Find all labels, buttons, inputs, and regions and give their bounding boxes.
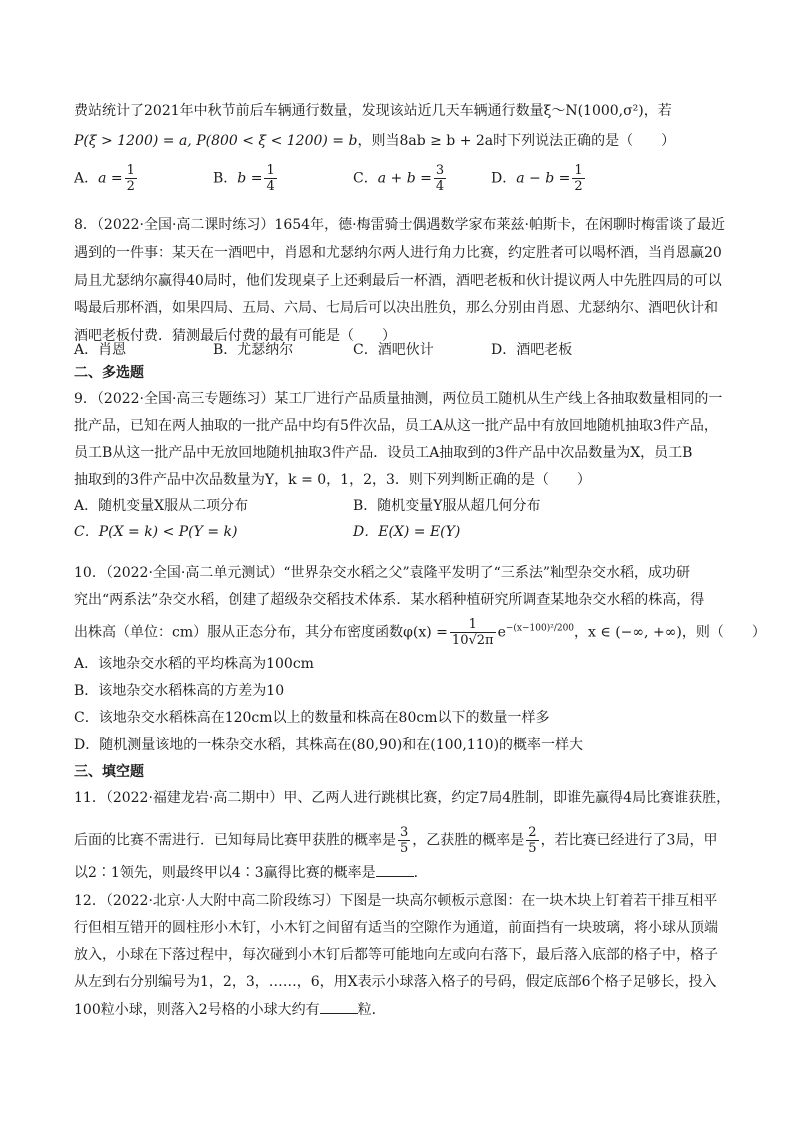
q12-line-5-text: 100粒小球，则落入2号格的小球大约有 xyxy=(74,1002,320,1018)
q11-prob-jia: $\frac{3}{5}$ xyxy=(400,825,409,856)
q10-line-3 xyxy=(74,617,766,648)
q9-line-1: 9．（2022·全国·高三专题练习）某工厂进行产品质量抽测，两位员工随机从生产线上各抽取数量相同的一 xyxy=(74,391,723,407)
q11-line-3 xyxy=(74,862,428,883)
q7-option-a-expr: a = xyxy=(98,170,123,187)
q8-line-2: 遇到的一件事：某天在一酒吧中，肖恩和尤瑟纳尔两人进行角力比赛，约定胜者可以喝杯酒，当肖恩赢20 xyxy=(74,245,722,261)
q7-option-c-fraction: $\frac{3}{4}$ xyxy=(435,163,445,194)
q10-density-prefix: 出株高（单位：cm）服从正态分布，其分布密度函数φ(x) = xyxy=(74,624,448,641)
q7-option-a[interactable] xyxy=(74,163,139,194)
q11-line-3-end: ． xyxy=(413,865,428,881)
q7-option-c-label: C． xyxy=(353,170,378,187)
q10-line-2: 究出“两系法”杂交水稻，创建了超级杂交稻技术体系．某水稻种植研究所调查某地杂交水稻的株高，得 xyxy=(74,592,705,608)
q7-option-b-fraction: $\frac{1}{4}$ xyxy=(266,163,275,194)
q7-condition: P(ξ > 1200) = a, P(800 < ξ < 1200) = b xyxy=(74,133,358,149)
q9-line-3: 员工B从这一批产品中无放回地随机抽取3件产品．设员工A抽取到的3件产品中次品数量为X，员工B xyxy=(74,445,693,461)
q9-option-a[interactable]: A．随机变量X服从二项分布 xyxy=(74,498,249,514)
section-heading-fill-in: 三、填空题 xyxy=(74,764,144,780)
q8-line-1: 8．（2022·全国·高二课时练习）1654年，德·梅雷骑士偶遇数学家布莱兹·帕斯卡，在闲聊时梅雷谈了最近 xyxy=(74,217,725,233)
q11-prob-yi: $\frac{2}{5}$ xyxy=(528,825,537,856)
q10-line-1: 10．（2022·全国·高二单元测试）“世界杂交水稻之父”袁隆平发明了“三系法”籼型杂交水稻，成功研 xyxy=(74,565,690,581)
q9-option-b[interactable]: B．随机变量Y服从超几何分布 xyxy=(353,498,541,514)
q7-option-b-expr: b = xyxy=(237,170,263,187)
q8-line-3: 局且尤瑟纳尔赢得40局时，他们发现桌子上还剩最后一杯酒，酒吧老板和伙计提议两人中先胜四局的可以 xyxy=(74,273,722,289)
q10-exp-base: e xyxy=(497,624,506,641)
q8-option-d[interactable]: D．酒吧老板 xyxy=(491,342,573,358)
section-heading-multiple-choice: 二、多选题 xyxy=(74,365,144,381)
q8-option-a[interactable]: A．肖恩 xyxy=(74,342,127,358)
q8-line-5: 酒吧老板付费．猜测最后付费的最有可能是（ ） xyxy=(74,328,396,344)
q10-option-c[interactable]: C．该地杂交水稻株高在120cm以上的数量和株高在80cm以下的数量一样多 xyxy=(74,710,550,726)
q11-line-3-text: 以2∶1领先，则最终甲以4∶3赢得比赛的概率是 xyxy=(74,865,376,881)
q11-line-2-text-c: ，若比赛已经进行了3局，甲 xyxy=(540,832,718,849)
q10-option-b[interactable]: B．该地杂交水稻株高的方差为10 xyxy=(74,683,285,699)
q9-line-2: 批产品，已知在两人抽取的一批产品中均有5件次品，员工A从这一批产品中有放回地随机抽取3件产品， xyxy=(74,418,718,434)
q8-option-c[interactable]: C．酒吧伙计 xyxy=(353,342,434,358)
q7-line-1: 费站统计了2021年中秋节前后车辆通行数量，发现该站近几天车辆通行数量ξ～N(1000,σ²)，若 xyxy=(74,103,672,119)
q7-line-2 xyxy=(74,131,675,151)
q12-line-2: 行但相互错开的圆柱形小木钉，小木钉之间留有适当的空隙作为通道，前面挡有一块玻璃，将小球从顶端 xyxy=(74,920,718,936)
q10-exp-power: −(x−100)²/200 xyxy=(505,623,575,634)
q12-answer-blank[interactable] xyxy=(320,999,358,1014)
q7-option-c[interactable] xyxy=(353,163,448,194)
q12-line-5-end: 粒． xyxy=(357,1002,386,1018)
q7-option-a-fraction: $\frac{1}{2}$ xyxy=(126,163,135,194)
q9-option-c[interactable]: C．P(X = k) < P(Y = k) xyxy=(74,524,238,540)
q11-line-2 xyxy=(74,825,717,856)
q10-option-a[interactable]: A．该地杂交水稻的平均株高为100cm xyxy=(74,656,314,672)
q8-line-4: 喝最后那杯酒，如果四局、五局、六局、七局后可以决出胜负，那么分别由肖恩、尤瑟纳尔、酒吧伙计和 xyxy=(74,300,718,316)
q12-line-4: 从左到右分别编号为1，2，3，……，6，用X表示小球落入格子的号码，假定底部6个格子足够长，投入 xyxy=(74,974,717,990)
q12-line-3: 放入，小球在下落过程中，每次碰到小木钉后都等可能地向左或向右落下，最后落入底部的格子中，格子 xyxy=(74,947,718,963)
q7-option-c-expr: a + b = xyxy=(377,170,432,187)
q11-answer-blank[interactable] xyxy=(376,862,414,877)
q7-option-b[interactable] xyxy=(213,163,279,194)
q9-option-d[interactable]: D．E(X) = E(Y) xyxy=(353,524,461,540)
q7-option-d-expr: a − b = xyxy=(516,170,571,187)
q7-option-d-label: D． xyxy=(491,170,517,187)
q11-line-2-text-a: 后面的比赛不需进行．已知每局比赛甲获胜的概率是 xyxy=(74,832,396,849)
q7-option-d-fraction: $\frac{1}{2}$ xyxy=(574,163,583,194)
q7-option-a-label: A． xyxy=(74,170,99,187)
q12-line-5 xyxy=(74,999,386,1020)
q7-option-b-label: B． xyxy=(213,170,238,187)
q10-option-d[interactable]: D．随机测量该地的一株杂交水稻，其株高在(80,90)和在(100,110)的概率一样大 xyxy=(74,737,584,753)
q7-option-d[interactable] xyxy=(491,163,587,194)
q11-line-2-text-b: ，乙获胜的概率是 xyxy=(412,832,525,849)
q11-line-1: 11．（2022·福建龙岩·高二期中）甲、乙两人进行跳棋比赛，约定7局4胜制，即谁先赢得4局比赛谁获胜， xyxy=(74,790,731,806)
q10-density-suffix: ，x ∈ (−∞, +∞)，则（ ） xyxy=(574,624,766,641)
q7-question: ，则当8ab ≥ b + 2a时下列说法正确的是（ ） xyxy=(357,133,676,149)
q9-line-4: 抽取到的3件产品中次品数量为Y，k = 0，1，2，3．则下列判断正确的是（ ） xyxy=(74,472,591,488)
q12-line-1: 12．（2022·北京·人大附中高二阶段练习）下图是一块高尔顿板示意图：在一块木块上钉着若干排互相平 xyxy=(74,893,718,909)
q8-option-b[interactable]: B．尤瑟纳尔 xyxy=(213,342,294,358)
q10-density-fraction: $\frac{1}{10√2\pi}$ xyxy=(451,617,494,648)
